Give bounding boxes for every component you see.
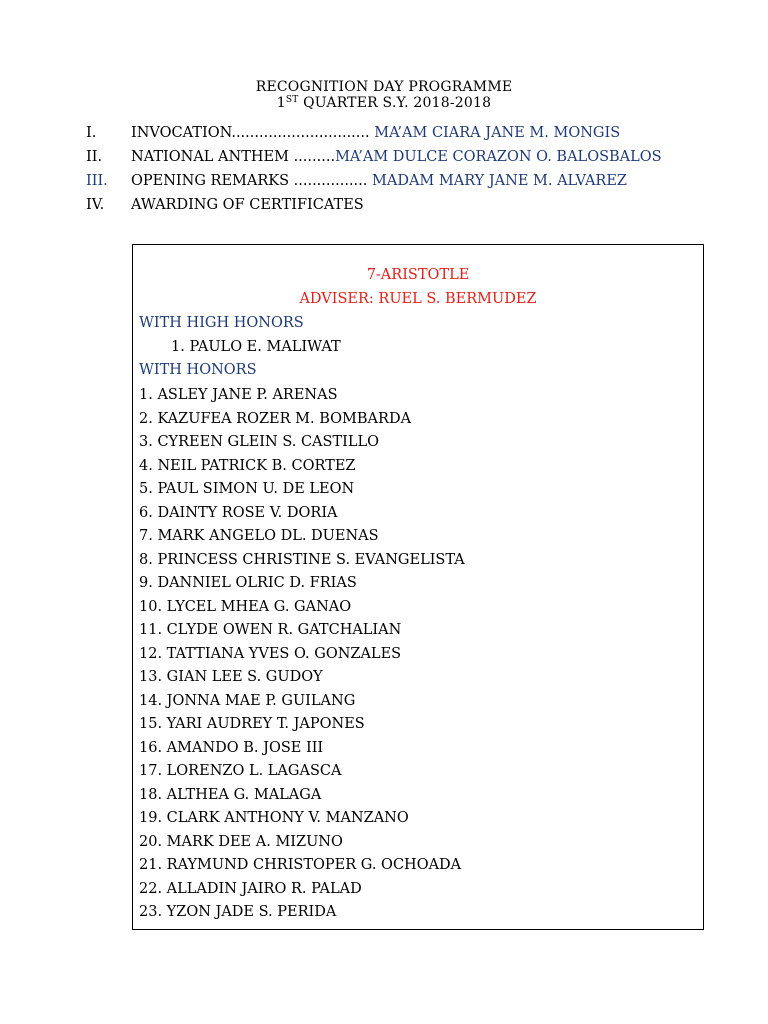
quarter-suffix: ST <box>285 95 299 105</box>
honors-list-item: 1. ASLEY JANE P. ARENAS <box>139 387 338 403</box>
honors-list-item: 13. GIAN LEE S. GUDOY <box>139 669 323 685</box>
honors-list-item: 18. ALTHEA G. MALAGA <box>139 786 322 803</box>
honors-list-item: 22. ALLADIN JAIRO R. PALAD <box>139 880 362 897</box>
programme-number: I. <box>86 125 97 141</box>
section-adviser: ADVISER: RUEL S. BERMUDEZ <box>299 291 537 307</box>
honors-list-item: 11. CLYDE OWEN R. GATCHALIAN <box>139 622 402 638</box>
honors-list-item: 5. PAUL SIMON U. DE LEON <box>139 481 355 497</box>
quarter-rest: QUARTER S.Y. 2018-2018 <box>298 95 492 111</box>
honors-list-item: 7. MARK ANGELO DL. DUENAS <box>139 528 379 544</box>
honors-box <box>132 244 704 930</box>
honors-list-item: 19. CLARK ANTHONY V. MANZANO <box>139 810 409 826</box>
honors-list-item: 17. LORENZO L. LAGASCA <box>139 763 342 779</box>
programme-label: OPENING REMARKS ................ <box>131 173 368 189</box>
honors-list-item: 9. DANNIEL OLRIC D. FRIAS <box>139 575 357 591</box>
honors-list-item: 6. DAINTY ROSE V. DORIA <box>139 504 338 521</box>
honors-list-item: 23. YZON JADE S. PERIDA <box>139 904 337 920</box>
honors-list-item: 15. YARI AUDREY T. JAPONES <box>139 716 365 732</box>
programme-person: MA’AM CIARA JANE M. MONGIS <box>369 125 621 141</box>
programme-label: AWARDING OF CERTIFICATES <box>131 197 364 213</box>
programme-text <box>131 146 662 168</box>
honors-list <box>139 384 465 925</box>
programme-number: II. <box>86 149 103 165</box>
document-title: RECOGNITION DAY PROGRAMME <box>255 79 513 95</box>
honors-list-item: 14. JONNA MAE P. GUILANG <box>139 692 356 709</box>
programme-label: NATIONAL ANTHEM ......... <box>131 149 336 165</box>
honors-list-item: 8. PRINCESS CHRISTINE S. EVANGELISTA <box>139 551 465 568</box>
honors-list-item: 4. NEIL PATRICK B. CORTEZ <box>139 457 356 474</box>
programme-text <box>131 194 364 216</box>
high-honors-item: 1. PAULO E. MALIWAT <box>171 339 341 355</box>
honors-heading: WITH HONORS <box>139 362 257 378</box>
quarter-number: 1 <box>276 95 286 111</box>
honors-list-item: 12. TATTIANA YVES O. GONZALES <box>139 645 402 662</box>
programme-text <box>131 122 620 144</box>
programme-number: IV. <box>86 197 105 213</box>
quarter-subtitle <box>0 95 768 111</box>
programme-person: MA’AM DULCE CORAZON O. BALOSBALOS <box>335 149 662 165</box>
honors-list-item: 21. RAYMUND CHRISTOPER G. OCHOADA <box>139 857 462 873</box>
programme-number: III. <box>86 173 108 189</box>
honors-list-item: 3. CYREEN GLEIN S. CASTILLO <box>139 434 379 450</box>
honors-list-item: 10. LYCEL MHEA G. GANAO <box>139 598 352 615</box>
programme-person: MADAM MARY JANE M. ALVAREZ <box>367 173 627 189</box>
programme-text <box>131 170 627 192</box>
high-honors-heading: WITH HIGH HONORS <box>139 315 304 331</box>
section-name: 7-ARISTOTLE <box>366 267 470 283</box>
honors-list-item: 16. AMANDO B. JOSE III <box>139 739 324 756</box>
honors-list-item: 20. MARK DEE A. MIZUNO <box>139 833 343 850</box>
honors-list-item: 2. KAZUFEA ROZER M. BOMBARDA <box>139 410 412 427</box>
programme-label: INVOCATION.............................. <box>131 125 370 141</box>
